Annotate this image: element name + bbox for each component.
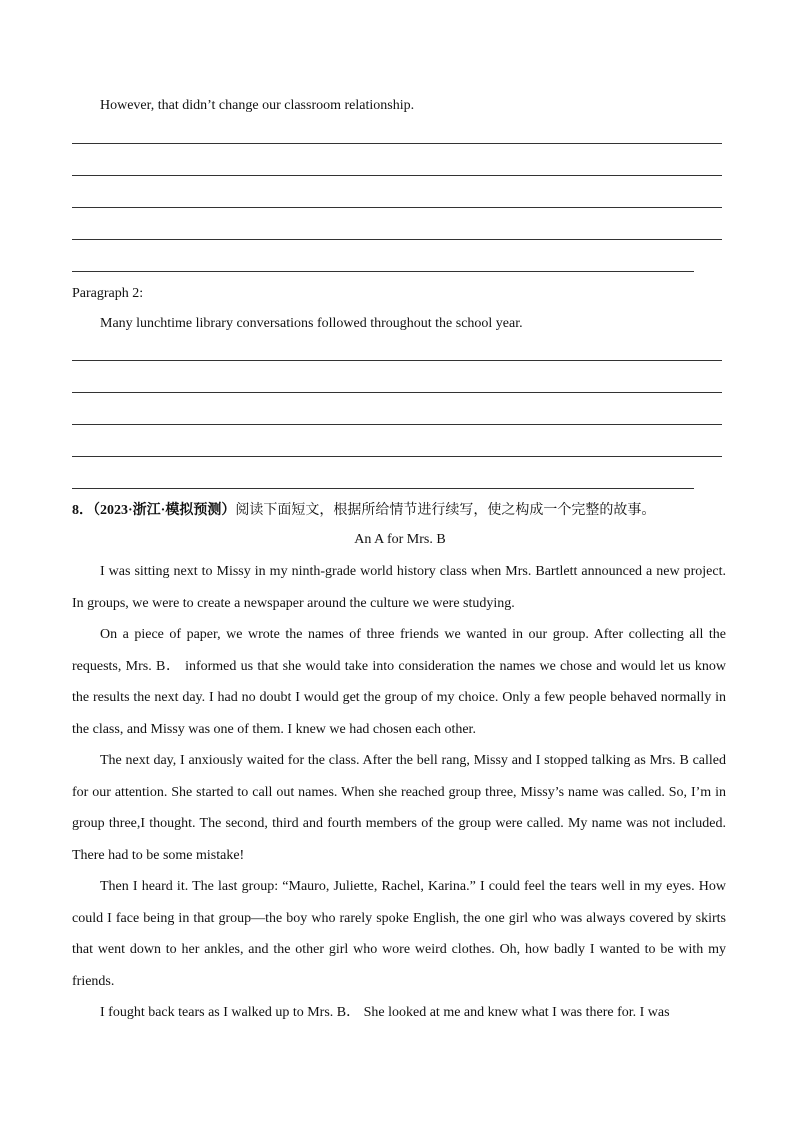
answer-line[interactable] [72, 456, 722, 457]
story-paragraph: On a piece of paper, we wrote the names of three friends we wanted in our group. After collecting all the requests, Mrs. B． informed us that she would take into consideration the names we chose and would let us know the results the next day. I had no doubt I would get the group of my choice. Only a few people behaved normally in the class, and Missy was one of them. I knew we had chosen each other. [72, 627, 726, 737]
question-number: 8． [72, 503, 93, 518]
question-instruction: 阅读下面短文，根据所给情节进行续写，使之构成一个完整的故事。 [235, 503, 656, 518]
story-paragraph: I fought back tears as I walked up to Mrs. B． She looked at me and knew what I was there for. I was [100, 1005, 670, 1020]
paragraph2-label: Paragraph 2: [72, 286, 144, 301]
answer-line[interactable] [72, 175, 722, 176]
story-paragraph: The next day, I anxiously waited for the class. After the bell rang, Missy and I stopped talking as Mrs. B called for our attention. She started to call out names. When she reached group three, Missy’s name was called. So, I’m in group three,I thought. The second, third and fourth members of the group were called. My name was not included. There had to be some mistake! [72, 753, 726, 863]
answer-line[interactable] [72, 424, 722, 425]
question-source: （2023·浙江·模拟预测） [93, 503, 236, 518]
answer-line[interactable] [72, 143, 722, 144]
story-paragraph: I was sitting next to Missy in my ninth-grade world history class when Mrs. Bartlett announced a new project. In groups, we were to create a newspaper around the culture we were studying. [72, 564, 726, 611]
answer-line[interactable] [72, 271, 694, 272]
answer-line[interactable] [72, 488, 694, 489]
story-body [72, 556, 726, 1029]
answer-line[interactable] [72, 392, 722, 393]
question-heading [72, 502, 655, 520]
story-title: An A for Mrs. B [354, 532, 446, 547]
answer-line[interactable] [72, 239, 722, 240]
answer-line[interactable] [72, 207, 722, 208]
paragraph1-lead-sentence: However, that didn’t change our classroom relationship. [100, 98, 415, 113]
answer-line[interactable] [72, 360, 722, 361]
story-paragraph: Then I heard it. The last group: “Mauro, Juliette, Rachel, Karina.” I could feel the tears well in my eyes. How could I face being in that group—the boy who rarely spoke English, the one girl who was always covered by skirts that went down to her ankles, and the other girl who wore weird clothes. Oh, how badly I wanted to be with my friends. [72, 879, 726, 989]
paragraph2-lead-sentence: Many lunchtime library conversations followed throughout the school year. [100, 316, 523, 331]
